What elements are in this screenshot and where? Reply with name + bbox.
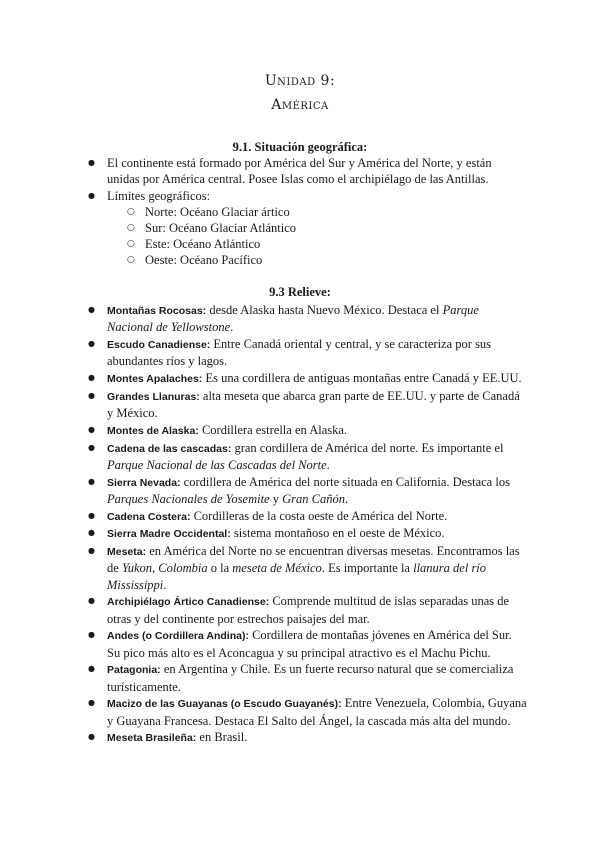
sublist-item: ○ Este: Océano Atlántico [145,236,527,252]
list-item: ● Archipiélago Ártico Canadiense: Comprende multitud de islas separadas unas de otras y del continente por estrechos paisajes del mar. [107,593,527,626]
list-item: ● Montañas Rocosas: desde Alaska hasta Nuevo México. Destaca el Parque Nacional de Yellowstone. [107,302,527,335]
list-item: ● Meseta: en América del Norte no se encuentran diversas mesetas. Encontramos las de Yukon, Colombia o la meseta de México. Es importante la llanura del río Mississippi. [107,543,527,593]
list-item: ● Montes Apalaches: Es una cordillera de antiguas montañas entre Canadá y EE.UU. [107,370,527,387]
list-item: ● Cadena de las cascadas: gran cordillera de América del norte. Es importante el Parque Nacional de las Cascadas del Norte. [107,440,527,473]
list-item: ● Montes de Alaska: Cordillera estrella en Alaska. [107,422,527,439]
section-heading-relieve: 9.3 Relieve: [269,285,331,299]
list-item: ● Escudo Canadiense: Entre Canadá oriental y central, y se caracteriza por sus abundantes ríos y lagos. [107,336,527,369]
situacion-list [107,155,527,269]
sublist-item: ○ Norte: Océano Glaciar ártico [145,204,527,220]
list-item: ● Andes (o Cordillera Andina): Cordillera de montañas jóvenes en América del Sur. Su pico más alto es el Aconcagua y su principal atractivo es el Machu Pichu. [107,627,527,660]
list-item: ● El continente está formado por América del Sur y América del Norte, y están unidas por América central. Posee Islas como el archipiélago de las Antillas. [107,155,527,187]
sublist-item: ○ Sur: Océano Glaciar Atlántico [145,220,527,236]
limits-sublist [145,204,527,268]
list-item: ● Límites geográficos: ○ Norte: Océano Glaciar ártico ○ Sur: Océano Glaciar Atlántico ○ Este: Océano Atlántico ○ Oeste: Océano Pacífico [107,188,527,268]
list-item: ● Meseta Brasileña: en Brasil. [107,729,527,746]
unit-subtitle: América [271,97,329,113]
sublist-item: ○ Oeste: Océano Pacífico [145,252,527,268]
list-item: ● Grandes Llanuras: alta meseta que abarca gran parte de EE.UU. y parte de Canadá y México. [107,388,527,421]
section-heading-situacion: 9.1. Situación geográfica: [232,140,368,154]
list-item: ● Macizo de las Guayanas (o Escudo Guayanés): Entre Venezuela, Colombia, Guyana y Guayana Francesa. Destaca El Salto del Ángel, la cascada más alta del mundo. [107,695,527,728]
relieve-list [107,302,527,747]
list-item: ● Patagonia: en Argentina y Chile. Es un fuerte recurso natural que se comercializa turísticamente. [107,661,527,694]
unit-title: Unidad 9: [264,73,336,89]
list-item: ● Cadena Costera: Cordilleras de la costa oeste de América del Norte. [107,508,527,525]
list-item: ● Sierra Madre Occidental: sistema montañoso en el oeste de México. [107,525,527,542]
list-item: ● Sierra Nevada: cordillera de América del norte situada en California. Destaca los Parques Nacionales de Yosemite y Gran Cañón. [107,474,527,507]
